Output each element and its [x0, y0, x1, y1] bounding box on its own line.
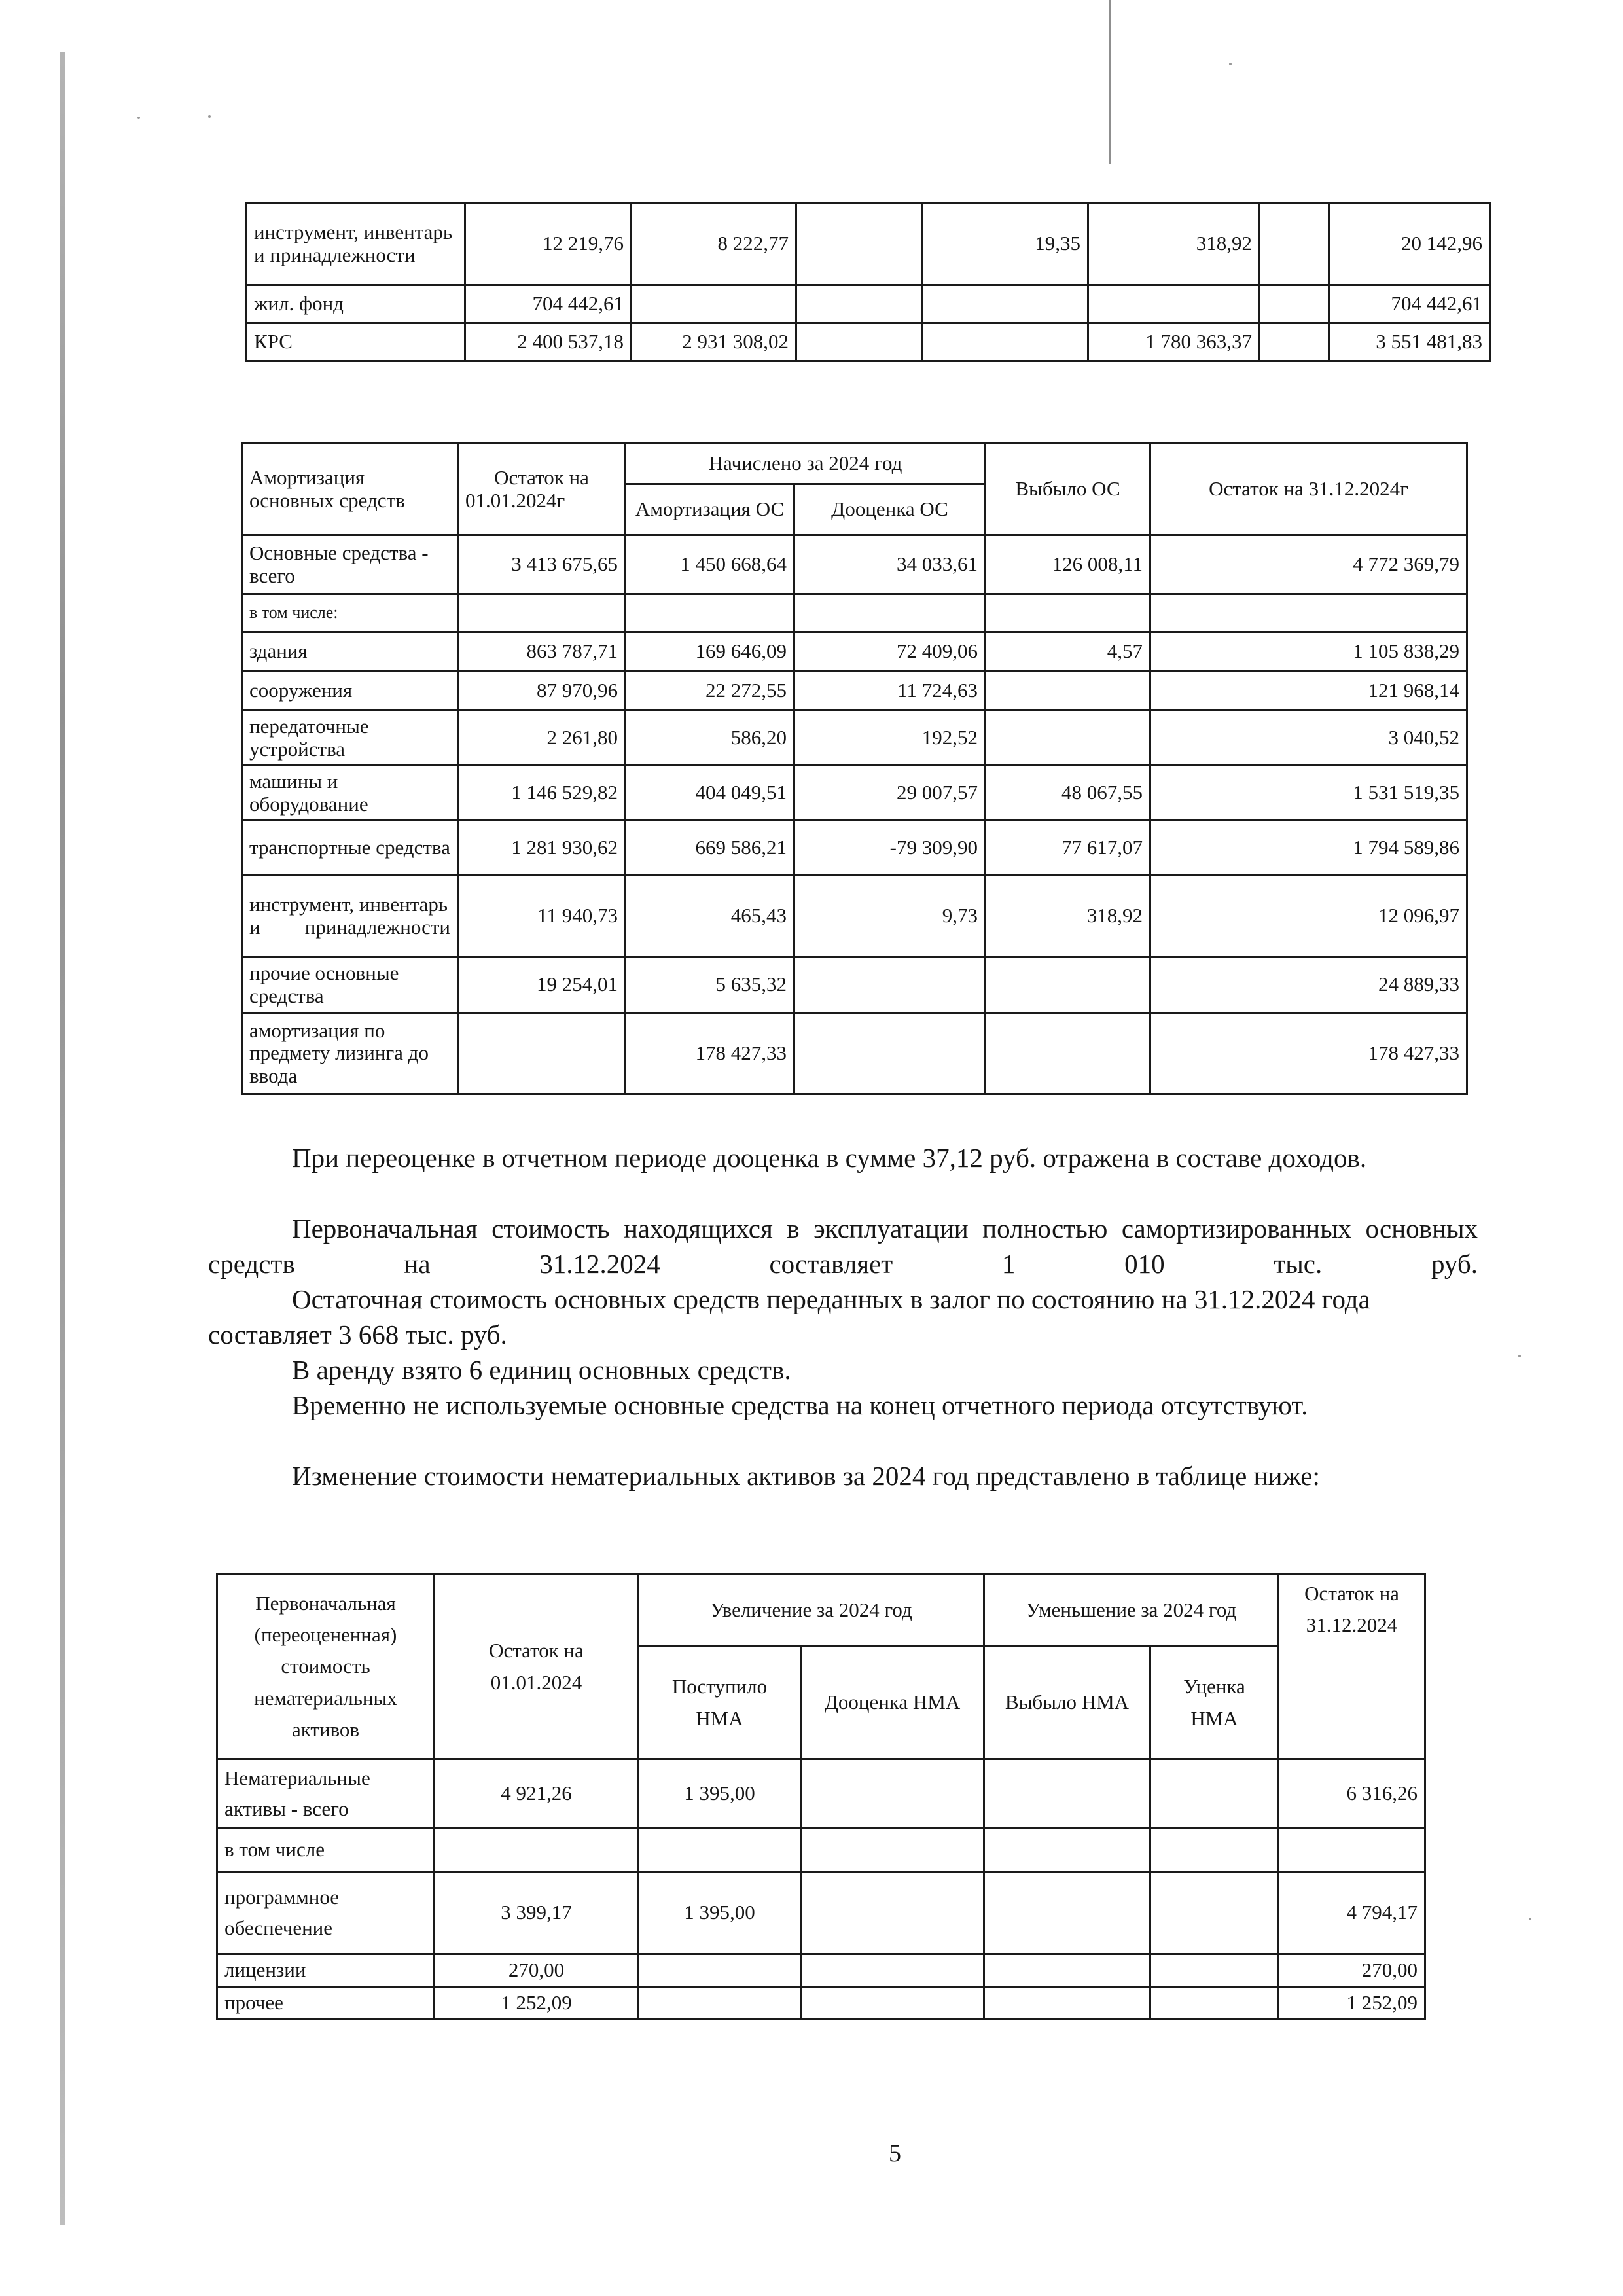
table-row — [247, 285, 1490, 323]
header-intangible-group: Первоначальная (переоцененная) стоимость нематериальных активов — [217, 1575, 435, 1759]
cell-value — [984, 1872, 1150, 1954]
cell-value: 126 008,11 — [986, 535, 1150, 594]
table-row — [217, 1829, 1425, 1872]
paragraph-depreciated-cost: Первоначальная стоимость находящихся в эксплуатации полностью самортизированных основных средств на 31.12.2024 составляет 1 010 тыс. руб. — [208, 1213, 1478, 1279]
cell-value: 1 780 363,37 — [1088, 323, 1260, 361]
paragraph-revaluation: При переоценке в отчетном периоде дооценка в сумме 37,12 руб. отражена в составе доходов. — [292, 1143, 1367, 1173]
row-label: машины и оборудование — [242, 766, 458, 821]
header-disposed: Выбыло ОС — [986, 444, 1150, 535]
cell-value — [1260, 285, 1329, 323]
row-label: в том числе — [217, 1829, 435, 1872]
scan-edge-artifact — [60, 52, 65, 2225]
cell-value — [1150, 1987, 1279, 2020]
scan-speck — [208, 115, 211, 118]
row-label: передаточные устройства — [242, 711, 458, 766]
header-opening-balance: Остаток на 01.01.2024г — [458, 444, 626, 535]
cell-value: 704 442,61 — [465, 285, 632, 323]
header-impairment: Уценка НМА — [1150, 1647, 1279, 1759]
paragraph-unused-assets: Временно не используемые основные средства на конец отчетного периода отсутствуют. — [292, 1390, 1308, 1420]
depreciation-table — [241, 442, 1468, 1095]
scan-speck — [1229, 63, 1232, 65]
table-row — [217, 1872, 1425, 1954]
cell-value: 4 772 369,79 — [1150, 535, 1467, 594]
header-received: Поступило НМА — [639, 1647, 801, 1759]
cell-value — [794, 957, 986, 1013]
row-label: инструмент, инвентарь и принадлежности — [247, 203, 465, 285]
table-header-row — [217, 1575, 1425, 1647]
cell-value — [801, 1759, 984, 1829]
table-row — [242, 821, 1467, 876]
cell-value: 20 142,96 — [1329, 203, 1490, 285]
row-label: в том числе: — [242, 594, 458, 632]
cell-value: 6 316,26 — [1279, 1759, 1425, 1829]
header-revaluation: Дооценка НМА — [801, 1647, 984, 1759]
cell-value: 19,35 — [922, 203, 1088, 285]
cell-value — [984, 1987, 1150, 2020]
paragraph-pledged-assets: Остаточная стоимость основных средств переданных в залог по состоянию на 31.12.2024 года составляет 3 668 тыс. руб. — [208, 1284, 1370, 1350]
fixed-assets-cost-table-continued — [245, 202, 1491, 362]
cell-value: 72 409,06 — [794, 632, 986, 672]
intangible-assets-table — [216, 1573, 1426, 2020]
table-row — [217, 1954, 1425, 1987]
cell-value: 1 450 668,64 — [626, 535, 794, 594]
table-header-row — [242, 444, 1467, 484]
cell-value — [801, 1954, 984, 1987]
cell-value: 4,57 — [986, 632, 1150, 672]
cell-value: 704 442,61 — [1329, 285, 1490, 323]
table-row — [242, 632, 1467, 672]
cell-value: 270,00 — [435, 1954, 639, 1987]
cell-value — [801, 1872, 984, 1954]
scan-line-artifact — [1109, 0, 1111, 164]
header-increase-group: Увеличение за 2024 год — [639, 1575, 984, 1647]
row-label: транспортные средства — [242, 821, 458, 876]
cell-value — [984, 1954, 1150, 1987]
row-label: амортизация по предмету лизинга до ввода — [242, 1013, 458, 1094]
row-label: прочее — [217, 1987, 435, 2020]
cell-value: 11 940,73 — [458, 876, 626, 957]
cell-value: 3 399,17 — [435, 1872, 639, 1954]
cell-value: 48 067,55 — [986, 766, 1150, 821]
table-row — [242, 711, 1467, 766]
table-row — [247, 323, 1490, 361]
cell-value: 169 646,09 — [626, 632, 794, 672]
cell-value: -79 309,90 — [794, 821, 986, 876]
cell-value: 12 219,76 — [465, 203, 632, 285]
cell-value — [1150, 594, 1467, 632]
cell-value — [801, 1987, 984, 2020]
cell-value: 4 921,26 — [435, 1759, 639, 1829]
cell-value: 121 968,14 — [1150, 672, 1467, 711]
row-label: КРС — [247, 323, 465, 361]
cell-value — [639, 1954, 801, 1987]
cell-value: 2 261,80 — [458, 711, 626, 766]
cell-value — [1279, 1829, 1425, 1872]
table-row — [242, 535, 1467, 594]
scan-speck — [137, 117, 140, 119]
cell-value: 22 272,55 — [626, 672, 794, 711]
cell-value: 1 252,09 — [435, 1987, 639, 2020]
cell-value: 5 635,32 — [626, 957, 794, 1013]
cell-value: 863 787,71 — [458, 632, 626, 672]
cell-value: 1 395,00 — [639, 1759, 801, 1829]
cell-value — [986, 594, 1150, 632]
row-label: прочие основные средства — [242, 957, 458, 1013]
row-label: здания — [242, 632, 458, 672]
cell-value: 87 970,96 — [458, 672, 626, 711]
scan-speck — [1529, 1918, 1531, 1920]
cell-value — [986, 1013, 1150, 1094]
row-label: инструмент, инвентарь и принадлежности — [242, 876, 458, 957]
cell-value: 1 105 838,29 — [1150, 632, 1467, 672]
cell-value: 29 007,57 — [794, 766, 986, 821]
table-row — [217, 1987, 1425, 2020]
header-revaluation: Дооценка ОС — [794, 484, 986, 535]
cell-value: 270,00 — [1279, 1954, 1425, 1987]
cell-value — [639, 1987, 801, 2020]
cell-value: 12 096,97 — [1150, 876, 1467, 957]
cell-value — [458, 594, 626, 632]
cell-value: 3 413 675,65 — [458, 535, 626, 594]
cell-value: 11 724,63 — [794, 672, 986, 711]
cell-value — [1150, 1829, 1279, 1872]
header-accrued-group: Начислено за 2024 год — [626, 444, 986, 484]
cell-value — [796, 285, 922, 323]
cell-value: 34 033,61 — [794, 535, 986, 594]
cell-value: 318,92 — [1088, 203, 1260, 285]
header-amortization: Амортизация ОС — [626, 484, 794, 535]
cell-value: 3 040,52 — [1150, 711, 1467, 766]
cell-value: 1 531 519,35 — [1150, 766, 1467, 821]
cell-value: 1 395,00 — [639, 1872, 801, 1954]
header-closing-balance: Остаток на 31.12.2024г — [1150, 444, 1467, 535]
cell-value — [794, 1013, 986, 1094]
table-row — [242, 876, 1467, 957]
cell-value — [1260, 203, 1329, 285]
cell-value — [458, 1013, 626, 1094]
page-number: 5 — [889, 2140, 901, 2167]
cell-value — [984, 1759, 1150, 1829]
scan-speck — [1518, 1355, 1521, 1357]
cell-value — [801, 1829, 984, 1872]
cell-value — [1260, 323, 1329, 361]
cell-value: 4 794,17 — [1279, 1872, 1425, 1954]
row-label: программное обеспечение — [217, 1872, 435, 1954]
cell-value: 8 222,77 — [632, 203, 796, 285]
paragraph-intangibles-intro: Изменение стоимости нематериальных активов за 2024 год представлено в таблице ниже: — [292, 1461, 1320, 1491]
table-row — [242, 1013, 1467, 1094]
cell-value — [626, 594, 794, 632]
table-row — [247, 203, 1490, 285]
cell-value: 318,92 — [986, 876, 1150, 957]
cell-value — [986, 711, 1150, 766]
header-decrease-group: Уменьшение за 2024 год — [984, 1575, 1279, 1647]
cell-value: 1 281 930,62 — [458, 821, 626, 876]
cell-value — [632, 285, 796, 323]
row-label: сооружения — [242, 672, 458, 711]
cell-value: 19 254,01 — [458, 957, 626, 1013]
cell-value: 24 889,33 — [1150, 957, 1467, 1013]
cell-value — [639, 1829, 801, 1872]
cell-value — [986, 672, 1150, 711]
header-closing-balance: Остаток на 31.12.2024 — [1279, 1575, 1425, 1759]
row-label: Основные средства - всего — [242, 535, 458, 594]
cell-value: 178 427,33 — [626, 1013, 794, 1094]
header-disposed: Выбыло НМА — [984, 1647, 1150, 1759]
cell-value — [796, 203, 922, 285]
cell-value — [435, 1829, 639, 1872]
table-row — [217, 1759, 1425, 1829]
row-label: Нематериальные активы - всего — [217, 1759, 435, 1829]
cell-value: 9,73 — [794, 876, 986, 957]
header-opening-balance: Остаток на 01.01.2024 — [435, 1575, 639, 1759]
cell-value — [1150, 1872, 1279, 1954]
cell-value — [1088, 285, 1260, 323]
table-row — [242, 594, 1467, 632]
cell-value: 1 252,09 — [1279, 1987, 1425, 2020]
row-label: жил. фонд — [247, 285, 465, 323]
cell-value: 1 794 589,86 — [1150, 821, 1467, 876]
cell-value — [794, 594, 986, 632]
cell-value: 178 427,33 — [1150, 1013, 1467, 1094]
cell-value: 404 049,51 — [626, 766, 794, 821]
cell-value: 586,20 — [626, 711, 794, 766]
cell-value: 192,52 — [794, 711, 986, 766]
cell-value — [922, 323, 1088, 361]
cell-value — [986, 957, 1150, 1013]
cell-value: 77 617,07 — [986, 821, 1150, 876]
paragraph-leased-assets: В аренду взято 6 единиц основных средств. — [292, 1355, 791, 1385]
table-row — [242, 766, 1467, 821]
cell-value — [796, 323, 922, 361]
table-row — [242, 672, 1467, 711]
cell-value: 465,43 — [626, 876, 794, 957]
cell-value: 2 400 537,18 — [465, 323, 632, 361]
cell-value — [922, 285, 1088, 323]
cell-value: 669 586,21 — [626, 821, 794, 876]
cell-value — [984, 1829, 1150, 1872]
cell-value: 3 551 481,83 — [1329, 323, 1490, 361]
row-label: лицензии — [217, 1954, 435, 1987]
cell-value — [1150, 1759, 1279, 1829]
table-row — [242, 957, 1467, 1013]
cell-value: 2 931 308,02 — [632, 323, 796, 361]
header-asset-group: Амортизация основных средств — [242, 444, 458, 535]
cell-value — [1150, 1954, 1279, 1987]
cell-value: 1 146 529,82 — [458, 766, 626, 821]
